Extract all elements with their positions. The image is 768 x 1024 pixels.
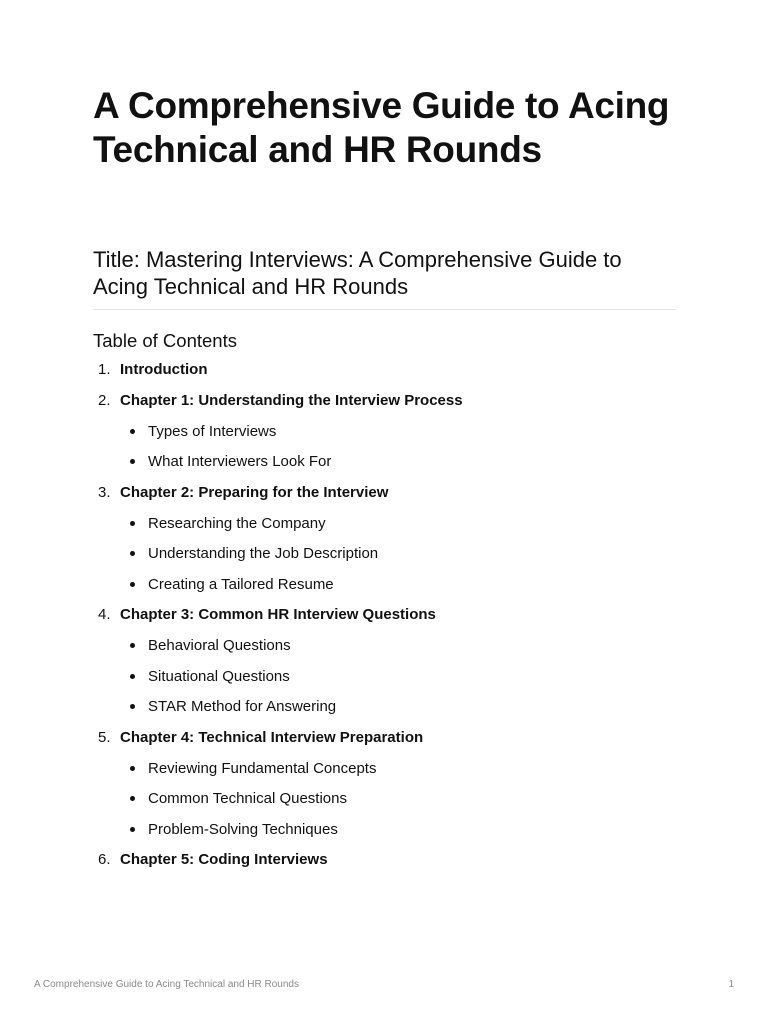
toc-subitem-label: Situational Questions [148, 667, 290, 685]
toc-item-number: 3. [98, 483, 111, 501]
page-number: 1 [728, 979, 734, 990]
toc-item [93, 604, 676, 717]
bullet-icon [130, 551, 135, 556]
bullet-icon [130, 582, 135, 587]
bullet-icon [130, 674, 135, 679]
bullet-icon [130, 766, 135, 771]
document-title: A Comprehensive Guide to Acing Technical and HR Rounds [93, 85, 670, 170]
toc-subitem [120, 421, 676, 442]
toc-subitem [120, 574, 676, 595]
toc-subitem [120, 635, 676, 656]
toc-subitem-label: Behavioral Questions [148, 637, 291, 654]
toc-chapter-label: Chapter 2: Preparing for the Interview [120, 483, 389, 501]
toc-subitem-label: Creating a Tailored Resume [148, 575, 334, 593]
toc-subitem [120, 819, 676, 840]
toc-heading: Table of Contents [93, 330, 237, 351]
toc-item-number: 5. [98, 728, 111, 746]
toc-subitem-label: Researching the Company [148, 514, 326, 532]
toc-subitem-label: Reviewing Fundamental Concepts [148, 759, 377, 777]
toc-item-number: 4. [98, 606, 111, 623]
toc-sublist [120, 635, 676, 717]
toc-subitem-label: Common Technical Questions [148, 790, 347, 807]
table-of-contents [93, 359, 676, 870]
toc-item [93, 727, 676, 840]
bullet-icon [130, 429, 135, 434]
bullet-icon [130, 643, 135, 648]
footer-title: A Comprehensive Guide to Acing Technical and HR Rounds [34, 979, 299, 990]
bullet-icon [130, 521, 135, 526]
toc-subitem [120, 758, 676, 779]
toc-subitem [120, 788, 676, 809]
toc-sublist [120, 513, 676, 595]
toc-subitem-label: Types of Interviews [148, 422, 277, 440]
toc-item-number: 2. [98, 391, 111, 409]
toc-subitem-label: Understanding the Job Description [148, 545, 379, 562]
toc-chapter-label: Chapter 5: Coding Interviews [120, 851, 328, 868]
toc-chapter-label: Introduction [120, 361, 208, 378]
bullet-icon [130, 704, 135, 709]
toc-item [93, 390, 676, 473]
toc-sublist [120, 421, 676, 473]
document-page [93, 84, 676, 880]
toc-chapter-label: Chapter 3: Common HR Interview Questions [120, 606, 436, 623]
toc-subitem-label: What Interviewers Look For [148, 453, 332, 470]
toc-chapter-label: Chapter 1: Understanding the Interview Process [120, 391, 463, 409]
toc-subitem [120, 666, 676, 687]
toc-subitem [120, 696, 676, 717]
toc-item [93, 359, 676, 380]
toc-sublist [120, 758, 676, 840]
section-title: Title: Mastering Interviews: A Comprehensive Guide to Acing Technical and HR Rounds [93, 246, 676, 310]
toc-subitem [120, 513, 676, 534]
toc-item-number: 6. [98, 851, 111, 868]
toc-item [93, 849, 676, 870]
bullet-icon [130, 459, 135, 464]
bullet-icon [130, 796, 135, 801]
toc-subitem [120, 543, 676, 564]
toc-subitem-label: STAR Method for Answering [148, 698, 337, 715]
toc-item-number: 1. [98, 361, 111, 378]
toc-subitem [120, 451, 676, 472]
toc-chapter-label: Chapter 4: Technical Interview Preparation [120, 728, 424, 746]
toc-subitem-label: Problem-Solving Techniques [148, 820, 338, 838]
toc-item [93, 482, 676, 595]
bullet-icon [130, 827, 135, 832]
